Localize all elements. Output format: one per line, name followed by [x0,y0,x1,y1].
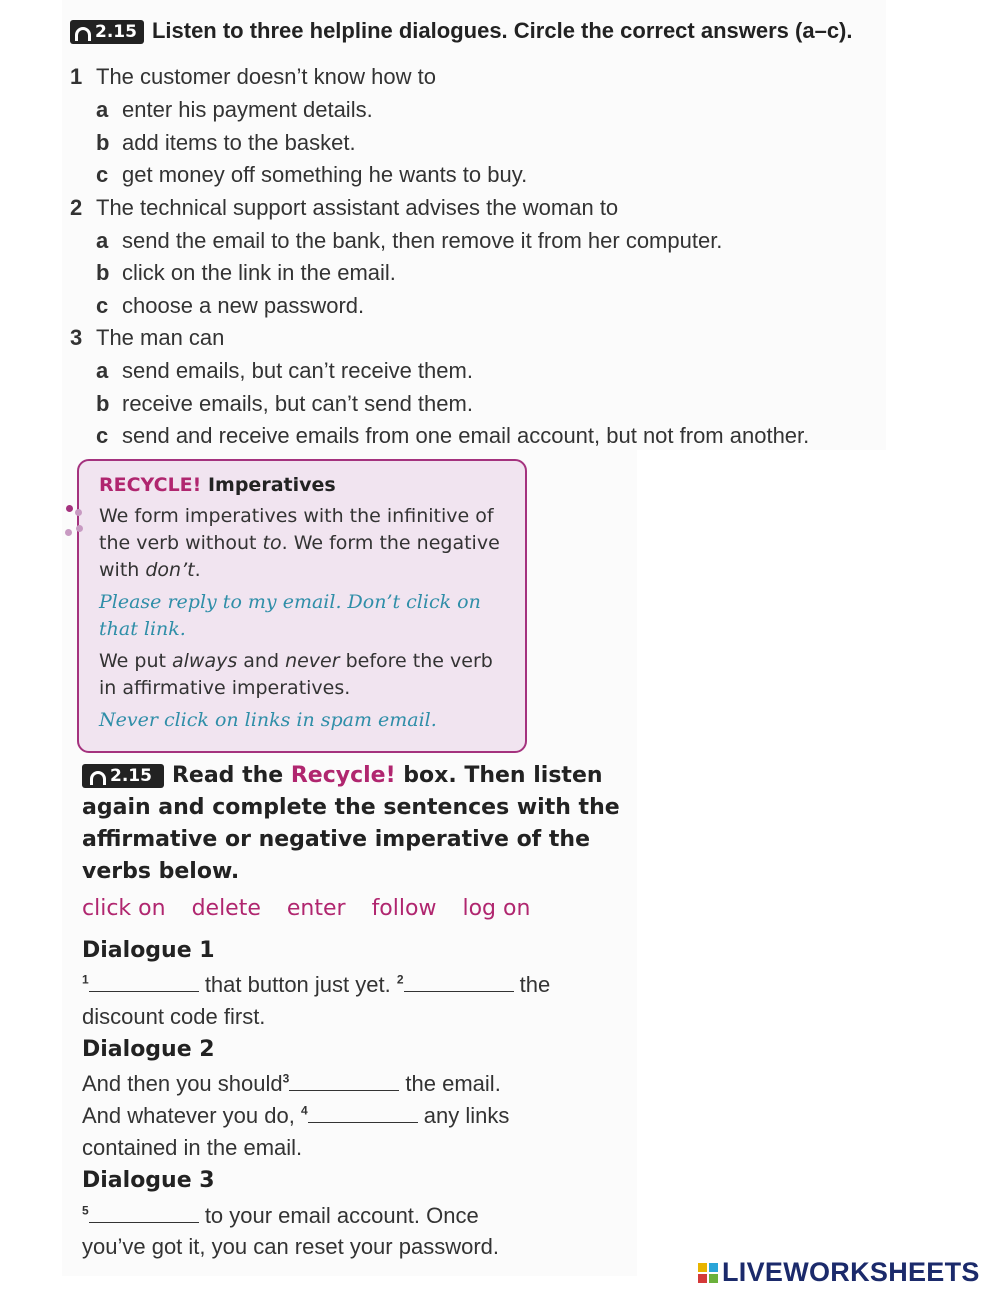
option-3c[interactable]: c send and receive emails from one email account, but not from another. [96,423,810,448]
exercise-1-instruction: Listen to three helpline dialogues. Circle the correct answers (a–c). [151,18,853,43]
question-2: 2 The technical support assistant advises the woman to [70,195,619,220]
dialogue-2-heading: Dialogue 2 [82,1037,215,1062]
option-1a[interactable]: a enter his payment details. [96,97,373,122]
exercise-1-heading [70,18,853,44]
verb-follow: follow [371,896,437,921]
question-1: 1 The customer doesn’t know how to [70,64,436,89]
option-3a[interactable]: a send emails, but can’t receive them. [96,358,473,383]
logo-tile [698,1274,707,1283]
verb-enter: enter [286,896,346,921]
dot [65,529,72,536]
question-3: 3 The man can [70,325,225,350]
audio-track-badge-2[interactable]: 2.15 [82,764,164,788]
dot [75,509,82,516]
answer-blank-2[interactable] [404,971,514,992]
option-2c[interactable]: c choose a new password. [96,293,365,318]
logo-tile [709,1263,718,1272]
answer-blank-3[interactable] [289,1070,399,1091]
logo-text: LIVEWORKSHEETS [722,1257,980,1287]
dot [66,505,73,512]
answer-blank-5[interactable] [89,1202,199,1223]
dialogue-2-line-2: And whatever you do, $^4$ any links [82,1103,510,1128]
headphones-icon [75,27,91,41]
dialogue-3-heading: Dialogue 3 [82,1168,215,1193]
verb-bank [82,896,556,921]
recycle-rule-1: We form imperatives with the infinitive of the verb without to. We form the negative with don’t. [99,505,500,581]
dialogue-3-line-2: you’ve got it, you can reset your password. [82,1234,499,1259]
audio-track-badge[interactable]: 2.15 [70,20,144,44]
dialogue-1-heading: Dialogue 1 [82,938,215,963]
answer-blank-1[interactable] [89,971,199,992]
dot [76,525,83,532]
dialogue-1-line-2: discount code first. [82,1004,266,1029]
dialogue-1-line-1: $^1$ that button just yet. $^2$ the [82,972,551,997]
logo-tile [709,1274,718,1283]
logo-tiles-icon [698,1263,718,1283]
option-3b[interactable]: b receive emails, but can’t send them. [96,391,473,416]
recycle-box [77,459,527,753]
recycle-title: RECYCLE! Imperatives [99,474,336,496]
liveworksheets-logo [698,1257,980,1288]
exercise-2-heading: 2.15 Read the Recycle! box. Then listen again and complete the sentences with the affirmative or negative imperative of the verbs below. [82,763,620,884]
recycle-example-2: Never click on links in spam email. [99,709,437,731]
dialogue-3-line-1: $^5$ to your email account. Once [82,1203,479,1228]
dialogue-2-line-3: contained in the email. [82,1135,303,1160]
answer-blank-4[interactable] [308,1102,418,1123]
option-2b[interactable]: b click on the link in the email. [96,260,396,285]
recycle-rule-2: We put always and never before the verb in affirmative imperatives. [99,650,493,699]
option-1c[interactable]: c get money off something he wants to buy. [96,162,528,187]
dialogue-2-line-1: And then you should$^3$ the email. [82,1071,501,1096]
option-1b[interactable]: b add items to the basket. [96,130,356,155]
recycle-example-1: Please reply to my email. Don’t click on that link. [99,591,481,640]
verb-delete: delete [191,896,261,921]
option-2a[interactable]: a send the email to the bank, then remove it from her computer. [96,228,723,253]
verb-log-on: log on [462,896,531,921]
logo-tile [698,1263,707,1272]
verb-click-on: click on [82,896,166,921]
headphones-icon [90,771,106,785]
